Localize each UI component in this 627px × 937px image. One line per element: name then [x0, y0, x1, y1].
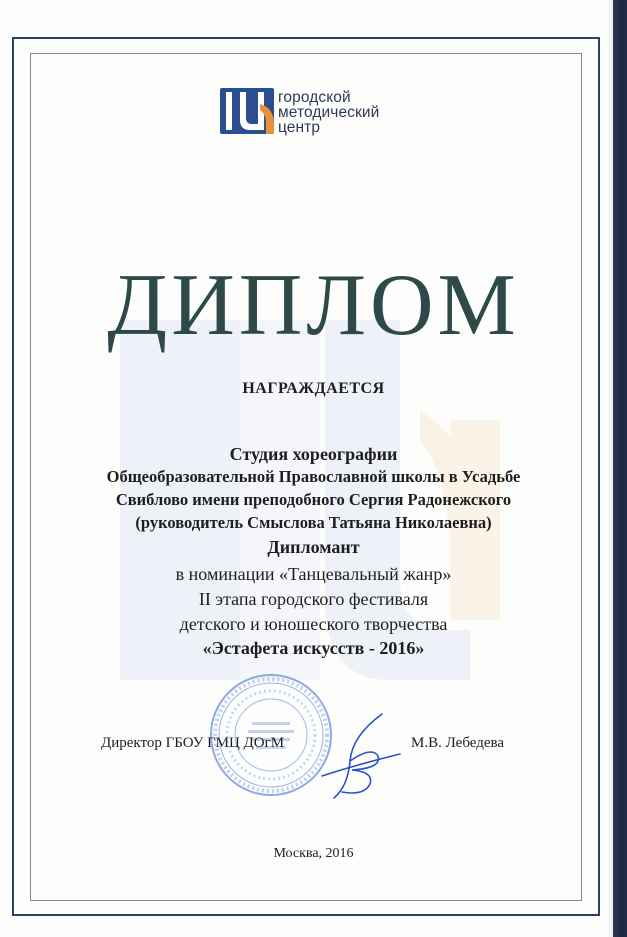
recipient-line-2: Общеобразовательной Православной школы в Усадьбе	[106, 467, 521, 486]
festival-name: «Эстафета искусств - 2016»	[202, 638, 425, 658]
stage-text: II этапа городского фестиваля	[198, 589, 429, 609]
document-title: ДИПЛОМ	[107, 257, 520, 354]
signatory-name: М.В. Лебедева	[411, 735, 505, 751]
festival-description: детского и юношеского творчества	[179, 614, 448, 634]
status-label: Дипломант	[267, 537, 360, 557]
awarded-heading: НАГРАЖДАЕТСЯ	[242, 380, 385, 397]
place-date: Москва, 2016	[273, 846, 354, 861]
handwritten-signature-icon	[312, 706, 408, 806]
logo-wordmark	[278, 90, 379, 135]
logo-line-1: городской	[278, 89, 351, 106]
gmc-logo-icon	[220, 84, 274, 138]
logo	[220, 84, 420, 140]
recipient-line-4: (руководитель Смыслова Татьяна Николаевна)	[135, 513, 492, 532]
recipient-line-3: Свиблово имени преподобного Сергия Радонежского	[115, 490, 512, 509]
logo-line-2: методический	[278, 104, 380, 121]
logo-glyph: Ц	[220, 84, 221, 85]
recipient-line-1: Студия хореографии	[229, 444, 398, 464]
logo-line-3: центр	[278, 119, 321, 136]
signatory-position: Директор ГБОУ ГМЦ ДОгМ	[101, 735, 285, 751]
nomination-text: в номинации «Танцевальный жанр»	[175, 564, 452, 584]
